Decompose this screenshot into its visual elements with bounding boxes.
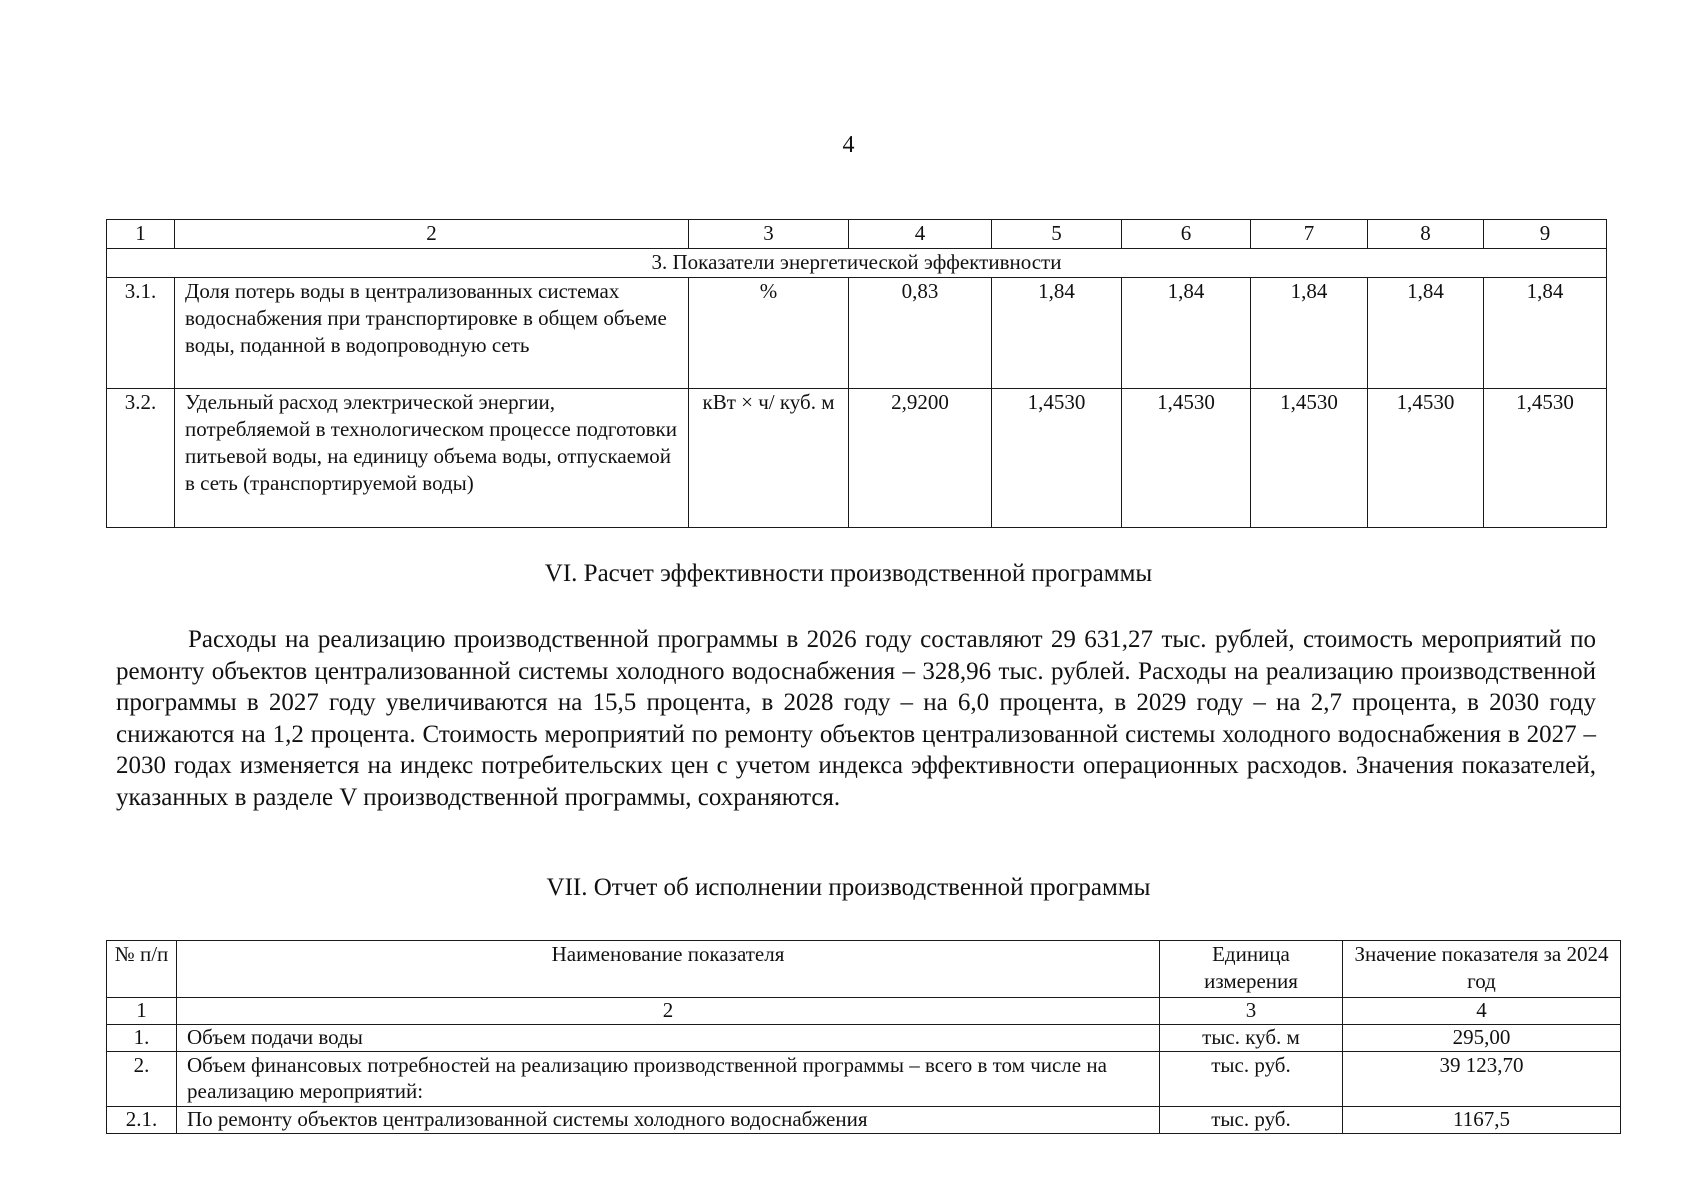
indicator-value: 0,83 bbox=[849, 278, 992, 389]
page-number: 4 bbox=[842, 132, 855, 158]
section-7-heading: VII. Отчет об исполнении производственной программы bbox=[546, 874, 1151, 901]
table1-col-number: 6 bbox=[1122, 220, 1251, 249]
table1-col-number: 5 bbox=[992, 220, 1122, 249]
table-row bbox=[107, 389, 1607, 528]
indicator-unit: % bbox=[689, 278, 849, 389]
indicator-value: 1,84 bbox=[1484, 278, 1607, 389]
row-number: 2. bbox=[107, 1052, 177, 1107]
table1-col-number: 9 bbox=[1484, 220, 1607, 249]
indicator-value: 1,84 bbox=[1122, 278, 1251, 389]
indicator-value: 1,4530 bbox=[1251, 389, 1368, 528]
indicator-name: Объем подачи воды bbox=[177, 1025, 1160, 1052]
table2-header-row bbox=[107, 941, 1621, 998]
table1-col-number: 7 bbox=[1251, 220, 1368, 249]
table1-section-row bbox=[107, 249, 1607, 278]
table1-section-title: 3. Показатели энергетической эффективности bbox=[107, 249, 1607, 278]
indicator-value: 1,4530 bbox=[1122, 389, 1251, 528]
table1-col-number: 3 bbox=[689, 220, 849, 249]
table1-col-number: 1 bbox=[107, 220, 175, 249]
table-row bbox=[107, 1107, 1621, 1134]
indicator-value: 1,84 bbox=[992, 278, 1122, 389]
table-row bbox=[107, 278, 1607, 389]
indicator-value: 2,9200 bbox=[849, 389, 992, 528]
indicator-value: 1,84 bbox=[1368, 278, 1484, 389]
indicator-value: 1,4530 bbox=[1368, 389, 1484, 528]
section-6-paragraph: Расходы на реализацию производственной программы в 2026 году составляют 29 631,27 тыс. рублей, стоимость мероприятий по ремонту объектов централизованной системы холодного водоснабжения – 328,96 тыс. рублей. Расходы на реализацию производственной программы в 2027 году увеличиваются на 15,5 процента, в 2028 году – на 6,0 процента, в 2029 году – на 2,7 процента, в 2030 году снижаются на 1,2 процента. Стоимость мероприятий по ремонту объектов централизованной системы холодного водоснабжения в 2027 – 2030 годах изменяется на индекс потребительских цен с учетом индекса эффективности операционных расходов. Значения показателей, указанных в разделе V производственной программы, сохраняются. bbox=[116, 626, 1596, 811]
indicator-value: 1167,5 bbox=[1343, 1107, 1621, 1134]
table2-col-number: 2 bbox=[177, 998, 1160, 1025]
indicator-unit: тыс. руб. bbox=[1160, 1052, 1343, 1107]
indicator-name: По ремонту объектов централизованной системы холодного водоснабжения bbox=[177, 1107, 1160, 1134]
indicator-unit: тыс. куб. м bbox=[1160, 1025, 1343, 1052]
header-value: Значение показателя за 2024 год bbox=[1343, 941, 1621, 998]
indicator-value: 1,84 bbox=[1251, 278, 1368, 389]
indicator-value: 39 123,70 bbox=[1343, 1052, 1621, 1107]
indicator-unit: кВт × ч/ куб. м bbox=[689, 389, 849, 528]
indicator-value: 1,4530 bbox=[1484, 389, 1607, 528]
table2-col-number: 4 bbox=[1343, 998, 1621, 1025]
table2-col-number: 3 bbox=[1160, 998, 1343, 1025]
program-report-table bbox=[106, 940, 1621, 1134]
header-unit: Единица измерения bbox=[1160, 941, 1343, 998]
header-name: Наименование показателя bbox=[177, 941, 1160, 998]
row-number: 3.2. bbox=[107, 389, 175, 528]
indicator-value: 295,00 bbox=[1343, 1025, 1621, 1052]
table-row bbox=[107, 1025, 1621, 1052]
table1-col-number: 2 bbox=[175, 220, 689, 249]
indicator-name: Объем финансовых потребностей на реализацию производственной программы – всего в том числе на реализацию мероприятий: bbox=[177, 1052, 1160, 1107]
table-row bbox=[107, 1052, 1621, 1107]
energy-efficiency-table bbox=[106, 219, 1607, 528]
indicator-name: Доля потерь воды в централизованных системах водоснабжения при транспортировке в общем объеме воды, поданной в водопроводную сеть bbox=[175, 278, 689, 389]
section-6-heading: VI. Расчет эффективности производственной программы bbox=[544, 560, 1153, 587]
table1-col-number: 8 bbox=[1368, 220, 1484, 249]
table2-column-numbers-row bbox=[107, 998, 1621, 1025]
indicator-value: 1,4530 bbox=[992, 389, 1122, 528]
header-num: № п/п bbox=[107, 941, 177, 998]
row-number: 3.1. bbox=[107, 278, 175, 389]
row-number: 2.1. bbox=[107, 1107, 177, 1134]
indicator-unit: тыс. руб. bbox=[1160, 1107, 1343, 1134]
table1-col-number: 4 bbox=[849, 220, 992, 249]
row-number: 1. bbox=[107, 1025, 177, 1052]
indicator-name: Удельный расход электрической энергии, потребляемой в технологическом процессе подготовки питьевой воды, на единицу объема воды, отпускаемой в сеть (транспортируемой воды) bbox=[175, 389, 689, 528]
table2-col-number: 1 bbox=[107, 998, 177, 1025]
table1-column-numbers-row bbox=[107, 220, 1607, 249]
